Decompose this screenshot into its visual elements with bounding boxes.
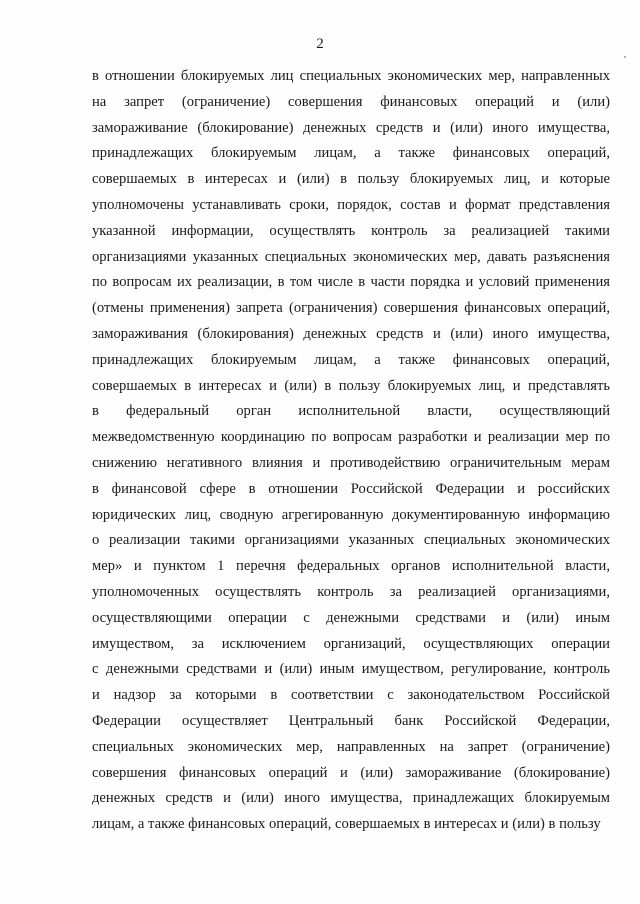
text-line: межведомственную координацию по вопросам разработки и реализации мер по xyxy=(92,429,610,446)
text-line: совершаемых в интересах и (или) в пользу блокируемых лиц, и представлять xyxy=(92,377,610,394)
text-line: лицам, а также финансовых операций, совершаемых в интересах и (или) в пользу xyxy=(92,816,601,833)
page-number: 2 xyxy=(316,36,324,52)
text-line: Федерации осуществляет Центральный банк Российской Федерации, xyxy=(92,712,610,729)
text-line: с денежными средствами и (или) иным имуществом, регулирование, контроль xyxy=(92,661,610,678)
text-line: о реализации такими организациями указанных специальных экономических xyxy=(92,532,610,549)
scan-speck xyxy=(624,56,626,58)
text-line: мер» и пунктом 1 перечня федеральных органов исполнительной власти, xyxy=(92,558,610,575)
text-line: принадлежащих блокируемым лицам, а также финансовых операций, xyxy=(92,145,610,162)
text-line: совершения финансовых операций и (или) замораживание (блокирование) xyxy=(92,764,610,781)
text-line: замораживания (блокирования) денежных средств и (или) иного имущества, xyxy=(92,325,610,342)
text-line: снижению негативного влияния и противодействию ограничительным мерам xyxy=(92,454,610,471)
text-line: совершаемых в интересах и (или) в пользу блокируемых лиц, и которые xyxy=(92,171,610,188)
text-line: уполномоченных осуществлять контроль за реализацией организациями, xyxy=(92,583,610,600)
text-line: имуществом, за исключением организаций, осуществляющих операции xyxy=(92,635,610,652)
text-line: принадлежащих блокируемым лицам, а также финансовых операций, xyxy=(92,351,610,368)
text-line: и надзор за которыми в соответствии с законодательством Российской xyxy=(92,687,610,704)
text-line: на запрет (ограничение) совершения финансовых операций и (или) xyxy=(92,93,610,110)
text-line: в федеральный орган исполнительной власти, осуществляющий xyxy=(92,403,610,420)
text-line: специальных экономических мер, направленных на запрет (ограничение) xyxy=(92,738,610,755)
text-line: в финансовой сфере в отношении Российской Федерации и российских xyxy=(92,480,610,497)
text-line: организациями указанных специальных экономических мер, давать разъяснения xyxy=(92,248,610,265)
text-line: в отношении блокируемых лиц специальных экономических мер, направленных xyxy=(92,68,610,84)
text-line: осуществляющими операции с денежными средствами и (или) иным xyxy=(92,609,610,626)
text-line: юридических лиц, сводную агрегированную документированную информацию xyxy=(92,506,610,523)
text-line: по вопросам их реализации, в том числе в части порядка и условий применения xyxy=(92,274,610,291)
text-line: (отмены применения) запрета (ограничения) совершения финансовых операций, xyxy=(92,300,610,317)
text-line: замораживание (блокирование) денежных средств и (или) иного имущества, xyxy=(92,119,610,136)
text-line: указанной информации, осуществлять контроль за реализацией такими xyxy=(92,222,610,239)
text-line: денежных средств и (или) иного имущества, принадлежащих блокируемым xyxy=(92,790,610,807)
body-paragraph xyxy=(92,64,610,838)
text-line: уполномочены устанавливать сроки, порядок, состав и формат представления xyxy=(92,196,610,213)
